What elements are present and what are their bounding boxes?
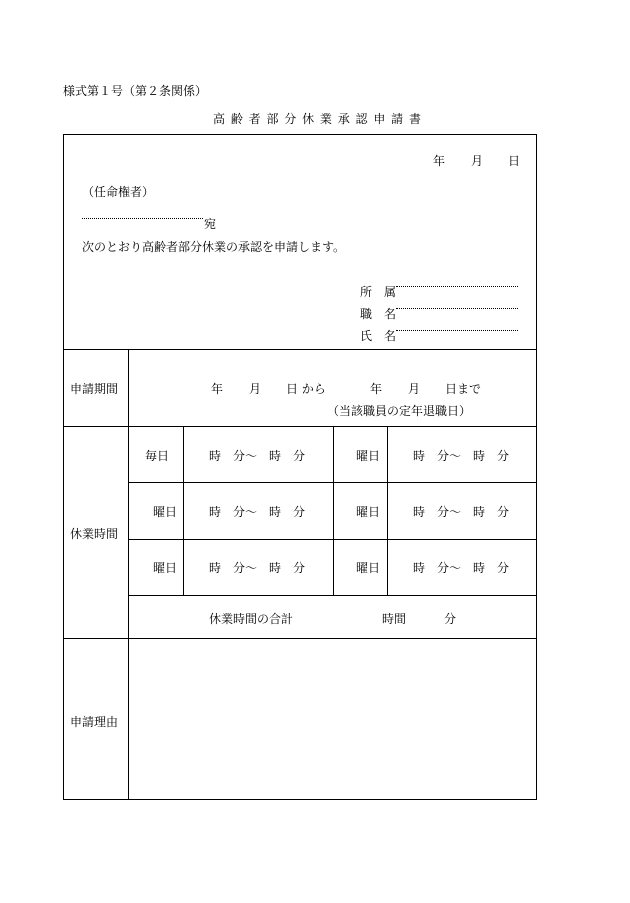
row2-right-day[interactable]: 曜日 bbox=[356, 505, 381, 519]
affiliation-line[interactable] bbox=[396, 286, 518, 287]
request-sentence: 次のとおり高齢者部分休業の承認を申請します。 bbox=[82, 240, 346, 254]
position-line[interactable] bbox=[396, 308, 518, 309]
position-label: 職 名 bbox=[360, 307, 397, 321]
document-title: 高 齢 者 部 分 休 業 承 認 申 請 書 bbox=[213, 112, 422, 126]
divider-hours-row3 bbox=[128, 595, 537, 596]
reason-label: 申請理由 bbox=[70, 715, 119, 729]
date-day: 日 bbox=[508, 154, 521, 168]
period-end-day[interactable]: 日まで bbox=[445, 382, 482, 396]
row3-right-time[interactable]: 時 分～ 時 分 bbox=[413, 561, 510, 575]
total-minutes-unit[interactable]: 分 bbox=[444, 612, 457, 626]
total-hours-unit[interactable]: 時間 bbox=[382, 612, 407, 626]
row2-right-time[interactable]: 時 分～ 時 分 bbox=[413, 505, 510, 519]
period-end-year[interactable]: 年 bbox=[370, 382, 383, 396]
row1-right-day[interactable]: 曜日 bbox=[356, 449, 381, 463]
row2-left-time[interactable]: 時 分～ 時 分 bbox=[209, 505, 306, 519]
date-year: 年 bbox=[433, 154, 446, 168]
row1-right-time[interactable]: 時 分～ 時 分 bbox=[413, 449, 510, 463]
period-label: 申請期間 bbox=[70, 382, 119, 396]
appointer-label: （任命権者） bbox=[82, 185, 155, 199]
reason-field[interactable] bbox=[130, 640, 535, 798]
row3-left-time[interactable]: 時 分～ 時 分 bbox=[209, 561, 306, 575]
row3-left-day[interactable]: 曜日 bbox=[153, 561, 178, 575]
period-start-month[interactable]: 月 bbox=[249, 382, 262, 396]
name-label: 氏 名 bbox=[360, 329, 397, 343]
row3-right-day[interactable]: 曜日 bbox=[356, 561, 381, 575]
left-day-divider bbox=[183, 426, 184, 595]
total-hours-label: 休業時間の合計 bbox=[209, 612, 294, 626]
row1-left-time[interactable]: 時 分～ 時 分 bbox=[209, 449, 306, 463]
addressee-line[interactable] bbox=[82, 218, 203, 219]
center-divider bbox=[333, 426, 334, 595]
period-note: （当該職員の定年退職日） bbox=[327, 404, 472, 418]
period-start-year[interactable]: 年 bbox=[211, 382, 224, 396]
right-day-divider bbox=[387, 426, 388, 595]
row1-left-day[interactable]: 毎日 bbox=[145, 449, 170, 463]
addressee-suffix: 宛 bbox=[204, 217, 217, 231]
divider-period bbox=[63, 426, 537, 427]
row2-left-day[interactable]: 曜日 bbox=[153, 505, 178, 519]
label-column-divider bbox=[128, 349, 129, 800]
form-number: 様式第１号（第２条関係） bbox=[63, 84, 208, 98]
hours-label: 休業時間 bbox=[70, 527, 119, 541]
period-start-day[interactable]: 日 から bbox=[286, 382, 326, 396]
period-end-month[interactable]: 月 bbox=[408, 382, 421, 396]
divider-reason bbox=[63, 638, 537, 639]
divider-header bbox=[63, 349, 537, 350]
date-month: 月 bbox=[471, 154, 484, 168]
name-line[interactable] bbox=[396, 330, 518, 331]
affiliation-label: 所 属 bbox=[360, 285, 397, 299]
